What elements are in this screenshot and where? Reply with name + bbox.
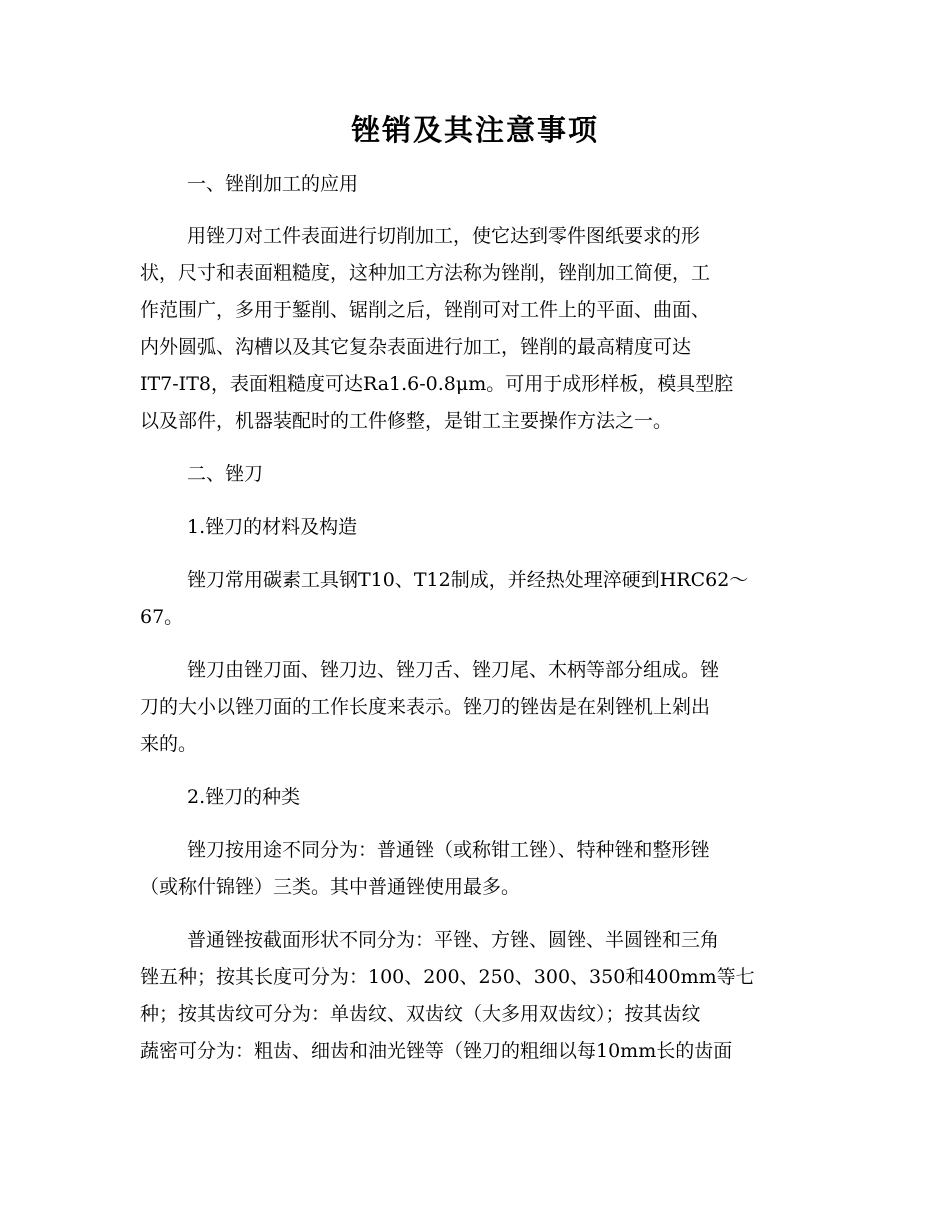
text-line: IT7-IT8，表面粗糙度可达Ra1.6-0.8μm。可用于成形样板，模具型腔 [140, 373, 734, 395]
text-line: 67。 [140, 606, 184, 628]
text-line: 内外圆弧、沟槽以及其它复杂表面进行加工，锉削的最高精度可达 [140, 336, 692, 358]
text-line: 种；按其齿纹可分为：单齿纹、双齿纹（大多用双齿纹）；按其齿纹 [140, 1003, 701, 1025]
text-line: 普通锉按截面形状不同分为：平锉、方锉、圆锉、半圆锉和三角 [187, 929, 720, 951]
text-line: 锉刀由锉刀面、锉刀边、锉刀舌、锉刀尾、木柄等部分组成。锉 [187, 659, 720, 681]
text-line: 2.锉刀的种类 [187, 786, 301, 808]
page-title: 锉销及其注意事项 [350, 113, 599, 147]
text-line: 以及部件，机器装配时的工件修整，是钳工主要操作方法之一。 [140, 410, 673, 432]
text-line: 来的。 [140, 733, 198, 755]
text-line: 作范围广，多用于錾削、锯削之后，锉削可对工件上的平面、曲面、 [140, 299, 711, 321]
text-line: 用锉刀对工件表面进行切削加工，使它达到零件图纸要求的形 [187, 225, 701, 247]
text-line: 一、锉削加工的应用 [187, 173, 359, 195]
text-line: 1.锉刀的材料及构造 [187, 516, 358, 538]
text-line: （或称什锦锉）三类。其中普通锉使用最多。 [140, 876, 521, 898]
text-line: 蔬密可分为：粗齿、细齿和油光锉等（锉刀的粗细以每10mm长的齿面 [140, 1040, 733, 1062]
text-line: 刀的大小以锉刀面的工作长度来表示。锉刀的锉齿是在剁锉机上剁出 [140, 696, 711, 718]
text-line: 锉五种；按其长度可分为：100、200、250、300、350和400mm等七 [140, 966, 755, 988]
text-line: 锉刀按用途不同分为：普通锉（或称钳工锉）、特种锉和整形锉 [187, 839, 710, 861]
text-line: 锉刀常用碳素工具钢T10、T12制成，并经热处理淬硬到HRC62～ [187, 569, 749, 591]
text-line: 状，尺寸和表面粗糙度，这种加工方法称为锉削，锉削加工简便，工 [140, 262, 711, 284]
text-line: 二、锉刀 [187, 463, 264, 485]
